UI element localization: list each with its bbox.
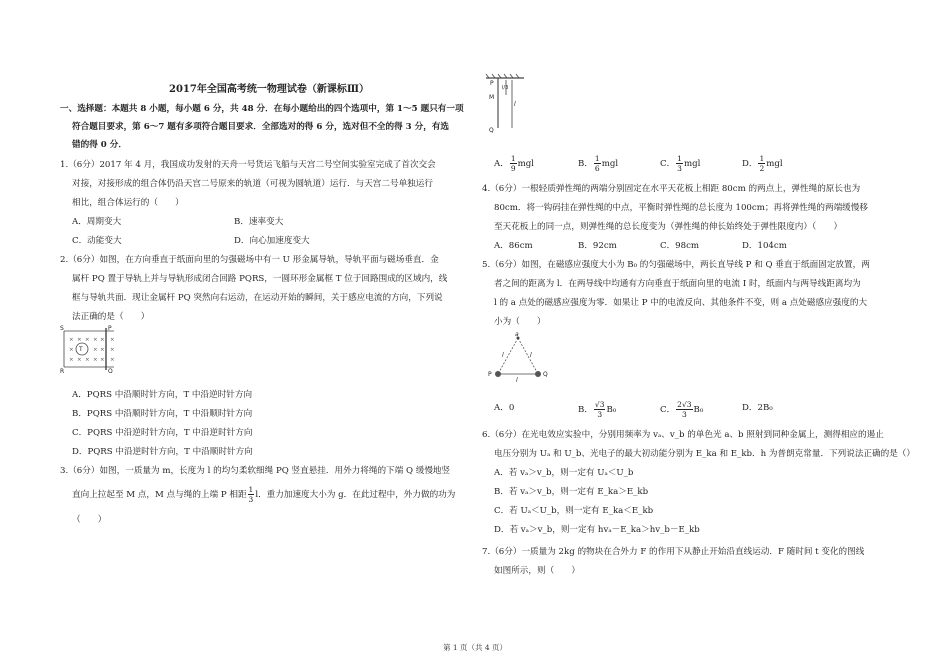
q2-line-2: 属杆 PQ 置于导轨上并与导轨形成闭合回路 PQRS，一圆环形金属框 T 位于回路围成的区域内，线: [72, 274, 448, 284]
svg-text:×: ×: [93, 357, 98, 363]
q4-option-d: D．104cm: [742, 241, 787, 251]
q3-line-3: （ ）: [72, 515, 107, 525]
q1-line-1: 1.（6分）2017 年 4 月，我国成功发射的天舟一号货运飞船与天宫二号空间实验室完成了首次交会: [60, 160, 436, 170]
q6-line-1: 6.（6分）在光电效应实验中，分别用频率为 vₐ、v_b 的单色光 a、b 照射到同种金属上，测得相应的遏止: [482, 430, 884, 440]
svg-text:×: ×: [110, 337, 115, 343]
svg-text:×: ×: [93, 347, 98, 353]
q3-label-p: P: [490, 80, 494, 87]
q5-label-l-right: l: [530, 352, 532, 359]
q3-rope-figure: [484, 72, 534, 140]
svg-text:×: ×: [85, 357, 90, 363]
q2-line-4: 法正确的是（ ）: [72, 312, 150, 322]
q4-option-b: B．92cm: [578, 241, 617, 251]
q3-fraction: $\frac{1}{3}$: [248, 485, 254, 504]
q2-option-c: C．PQRS 中沿逆时针方向，T 中沿逆时针方向: [72, 428, 253, 438]
q3-label-m: M: [489, 94, 495, 101]
q3-label-l3: l/3: [502, 85, 509, 91]
q3-option-a: A． $\frac{1}{9}$ mgl: [494, 154, 534, 173]
q2-label-s: S: [60, 325, 64, 332]
q1-line-2: 对接，对接形成的组合体仍沿天宫二号原来的轨道（可视为圆轨道）运行．与天宫二号单独运行: [72, 179, 433, 189]
q6-option-d: D．若 vₐ＞v_b，则一定有 hvₐ－E_ka＞hv_b－E_kb: [494, 525, 700, 535]
svg-text:×: ×: [100, 347, 105, 353]
q3-line-2-post: l．重力加速度大小为 g．在此过程中，外力做的功为: [255, 490, 456, 500]
q2-label-r: R: [60, 368, 65, 373]
q6-option-c: C．若 Uₐ＜U_b，则一定有 E_ka＜E_kb: [494, 506, 654, 516]
q4-option-c: C．98cm: [660, 241, 700, 251]
q1-option-a: A．周期变大: [72, 217, 122, 227]
q2-label-t: T: [79, 346, 83, 353]
q2-label-q: Q: [108, 368, 113, 373]
section-heading-line-2: 符合题目要求，第 6～7 题有多项符合题目要求．全部选对的得 6 分，选对但不全的得 3 分，有选: [72, 122, 450, 132]
q5-line-2: 者之间的距离为 l．在两导线中均通有方向垂直于纸面向里的电流 I 时，纸面内与两导线距离均为: [494, 279, 861, 289]
q5-label-l-left: l: [502, 352, 504, 359]
q5-label-q: Q: [543, 371, 548, 378]
q3-line-2-pre: 直向上拉起至 M 点，M 点与绳的上端 P 相距: [72, 490, 247, 500]
q5-label-p: P: [488, 371, 492, 378]
q5-option-c: C． $\frac{2√3}{3}$ B₀: [660, 400, 704, 419]
q2-line-3: 框与导轨共面．现让金属杆 PQ 突然向右运动，在运动开始的瞬间，关于感应电流的方向，下列说: [72, 293, 443, 303]
q3-label-q: Q: [489, 127, 494, 134]
q2-label-p: P: [108, 325, 112, 332]
q2-option-a: A．PQRS 中沿顺时针方向，T 中沿逆时针方向: [72, 390, 253, 400]
svg-text:×: ×: [100, 357, 105, 363]
q6-line-2: 电压分别为 Uₐ 和 U_b、光电子的最大初动能分别为 E_ka 和 E_kb．h 为普朗克常量．下列说法正确的是（）: [494, 449, 915, 459]
q3-option-b: B． $\frac{1}{6}$ mgl: [578, 154, 619, 173]
q1-option-d: D．向心加速度变大: [234, 236, 310, 246]
q3-line-2: [72, 485, 455, 505]
q3-label-l: l: [514, 101, 516, 108]
q2-line-1: 2.（6分）如图，在方向垂直于纸面向里的匀强磁场中有一 U 形金属导轨，导轨平面与磁场垂直．金: [60, 255, 439, 265]
section-heading-line-1: 一、选择题：本题共 8 小题，每小题 6 分，共 48 分．在每小题给出的四个选项中，第 1～5 题只有一项: [60, 104, 464, 114]
svg-text:×: ×: [100, 337, 105, 343]
q5-line-3: l 的 a 点处的磁感应强度为零．如果让 P 中的电流反向、其他条件不变，则 a 点处磁感应强度的大: [494, 298, 868, 308]
q5-option-b: B． $\frac{√3}{3}$ B₀: [578, 400, 617, 419]
q5-label-l-bottom: l: [516, 377, 518, 384]
q4-line-2: 80cm．将一钩码挂在弹性绳的中点，平衡时弹性绳的总长度为 100cm；再将弹性绳的两端缓慢移: [494, 203, 868, 213]
svg-text:×: ×: [69, 347, 74, 353]
q3-option-c: C． $\frac{1}{3}$ mgl: [660, 154, 701, 173]
q5-line-1: 5.（6分）如图，在磁感应强度大小为 B₀ 的匀强磁场中，两长直导线 P 和 Q 垂直于纸面固定放置，两: [482, 260, 870, 270]
q1-option-c: C．动能变大: [72, 236, 122, 246]
svg-text:×: ×: [77, 337, 82, 343]
q2-option-b: B．PQRS 中沿顺时针方向，T 中沿顺时针方向: [72, 409, 253, 419]
svg-text:×: ×: [110, 357, 115, 363]
q3-line-1: 3.（6分）如图，一质量为 m，长度为 l 的均匀柔软细绳 PQ 竖直悬挂．用外力将绳的下端 Q 缓慢地竖: [60, 466, 451, 476]
q3-option-d: D． $\frac{1}{2}$ mgl: [742, 154, 783, 173]
q2-circuit-figure: [60, 325, 124, 373]
q6-option-b: B．若 vₐ＞v_b，则一定有 E_ka＞E_kb: [494, 487, 649, 497]
svg-text:×: ×: [110, 347, 115, 353]
page-title: 2017年全国高考统一物理试卷（新课标Ⅲ）: [168, 84, 369, 95]
svg-text:×: ×: [69, 337, 74, 343]
q4-line-1: 4.（6分）一根轻质弹性绳的两端分别固定在水平天花板上相距 80cm 的两点上，弹性绳的原长也为: [482, 184, 861, 194]
page-footer: 第 1 页（共 4 页）: [442, 643, 508, 652]
svg-text:×: ×: [93, 337, 98, 343]
q6-option-a: A．若 vₐ＞v_b，则一定有 Uₐ＜U_b: [494, 468, 634, 478]
svg-text:×: ×: [69, 357, 74, 363]
q5-option-d: D．2B₀: [742, 403, 773, 413]
svg-text:×: ×: [77, 357, 82, 363]
q4-option-a: A．86cm: [494, 241, 533, 251]
q2-option-d: D．PQRS 中沿逆时针方向，T 中沿顺时针方向: [72, 447, 253, 457]
section-heading-line-3: 错的得 0 分．: [72, 140, 127, 150]
q5-option-a: A．0: [494, 403, 515, 413]
q7-line-2: 如图所示，则（ ）: [494, 566, 580, 576]
q5-triangle-figure: [486, 330, 556, 384]
q1-line-3: 相比，组合体运行的（ ）: [72, 198, 184, 208]
svg-text:×: ×: [85, 337, 90, 343]
q1-option-b: B．速率变大: [234, 217, 284, 227]
q4-line-3: 至天花板上的同一点，则弹性绳的总长度变为（弹性绳的伸长始终处于弹性限度内）（ ）: [494, 222, 843, 232]
q5-line-4: 小为（ ）: [494, 317, 546, 327]
q5-label-a: a: [515, 331, 519, 338]
q7-line-1: 7.（6分）一质量为 2kg 的物块在合外力 F 的作用下从静止开始沿直线运动．F 随时间 t 变化的图线: [482, 547, 865, 557]
